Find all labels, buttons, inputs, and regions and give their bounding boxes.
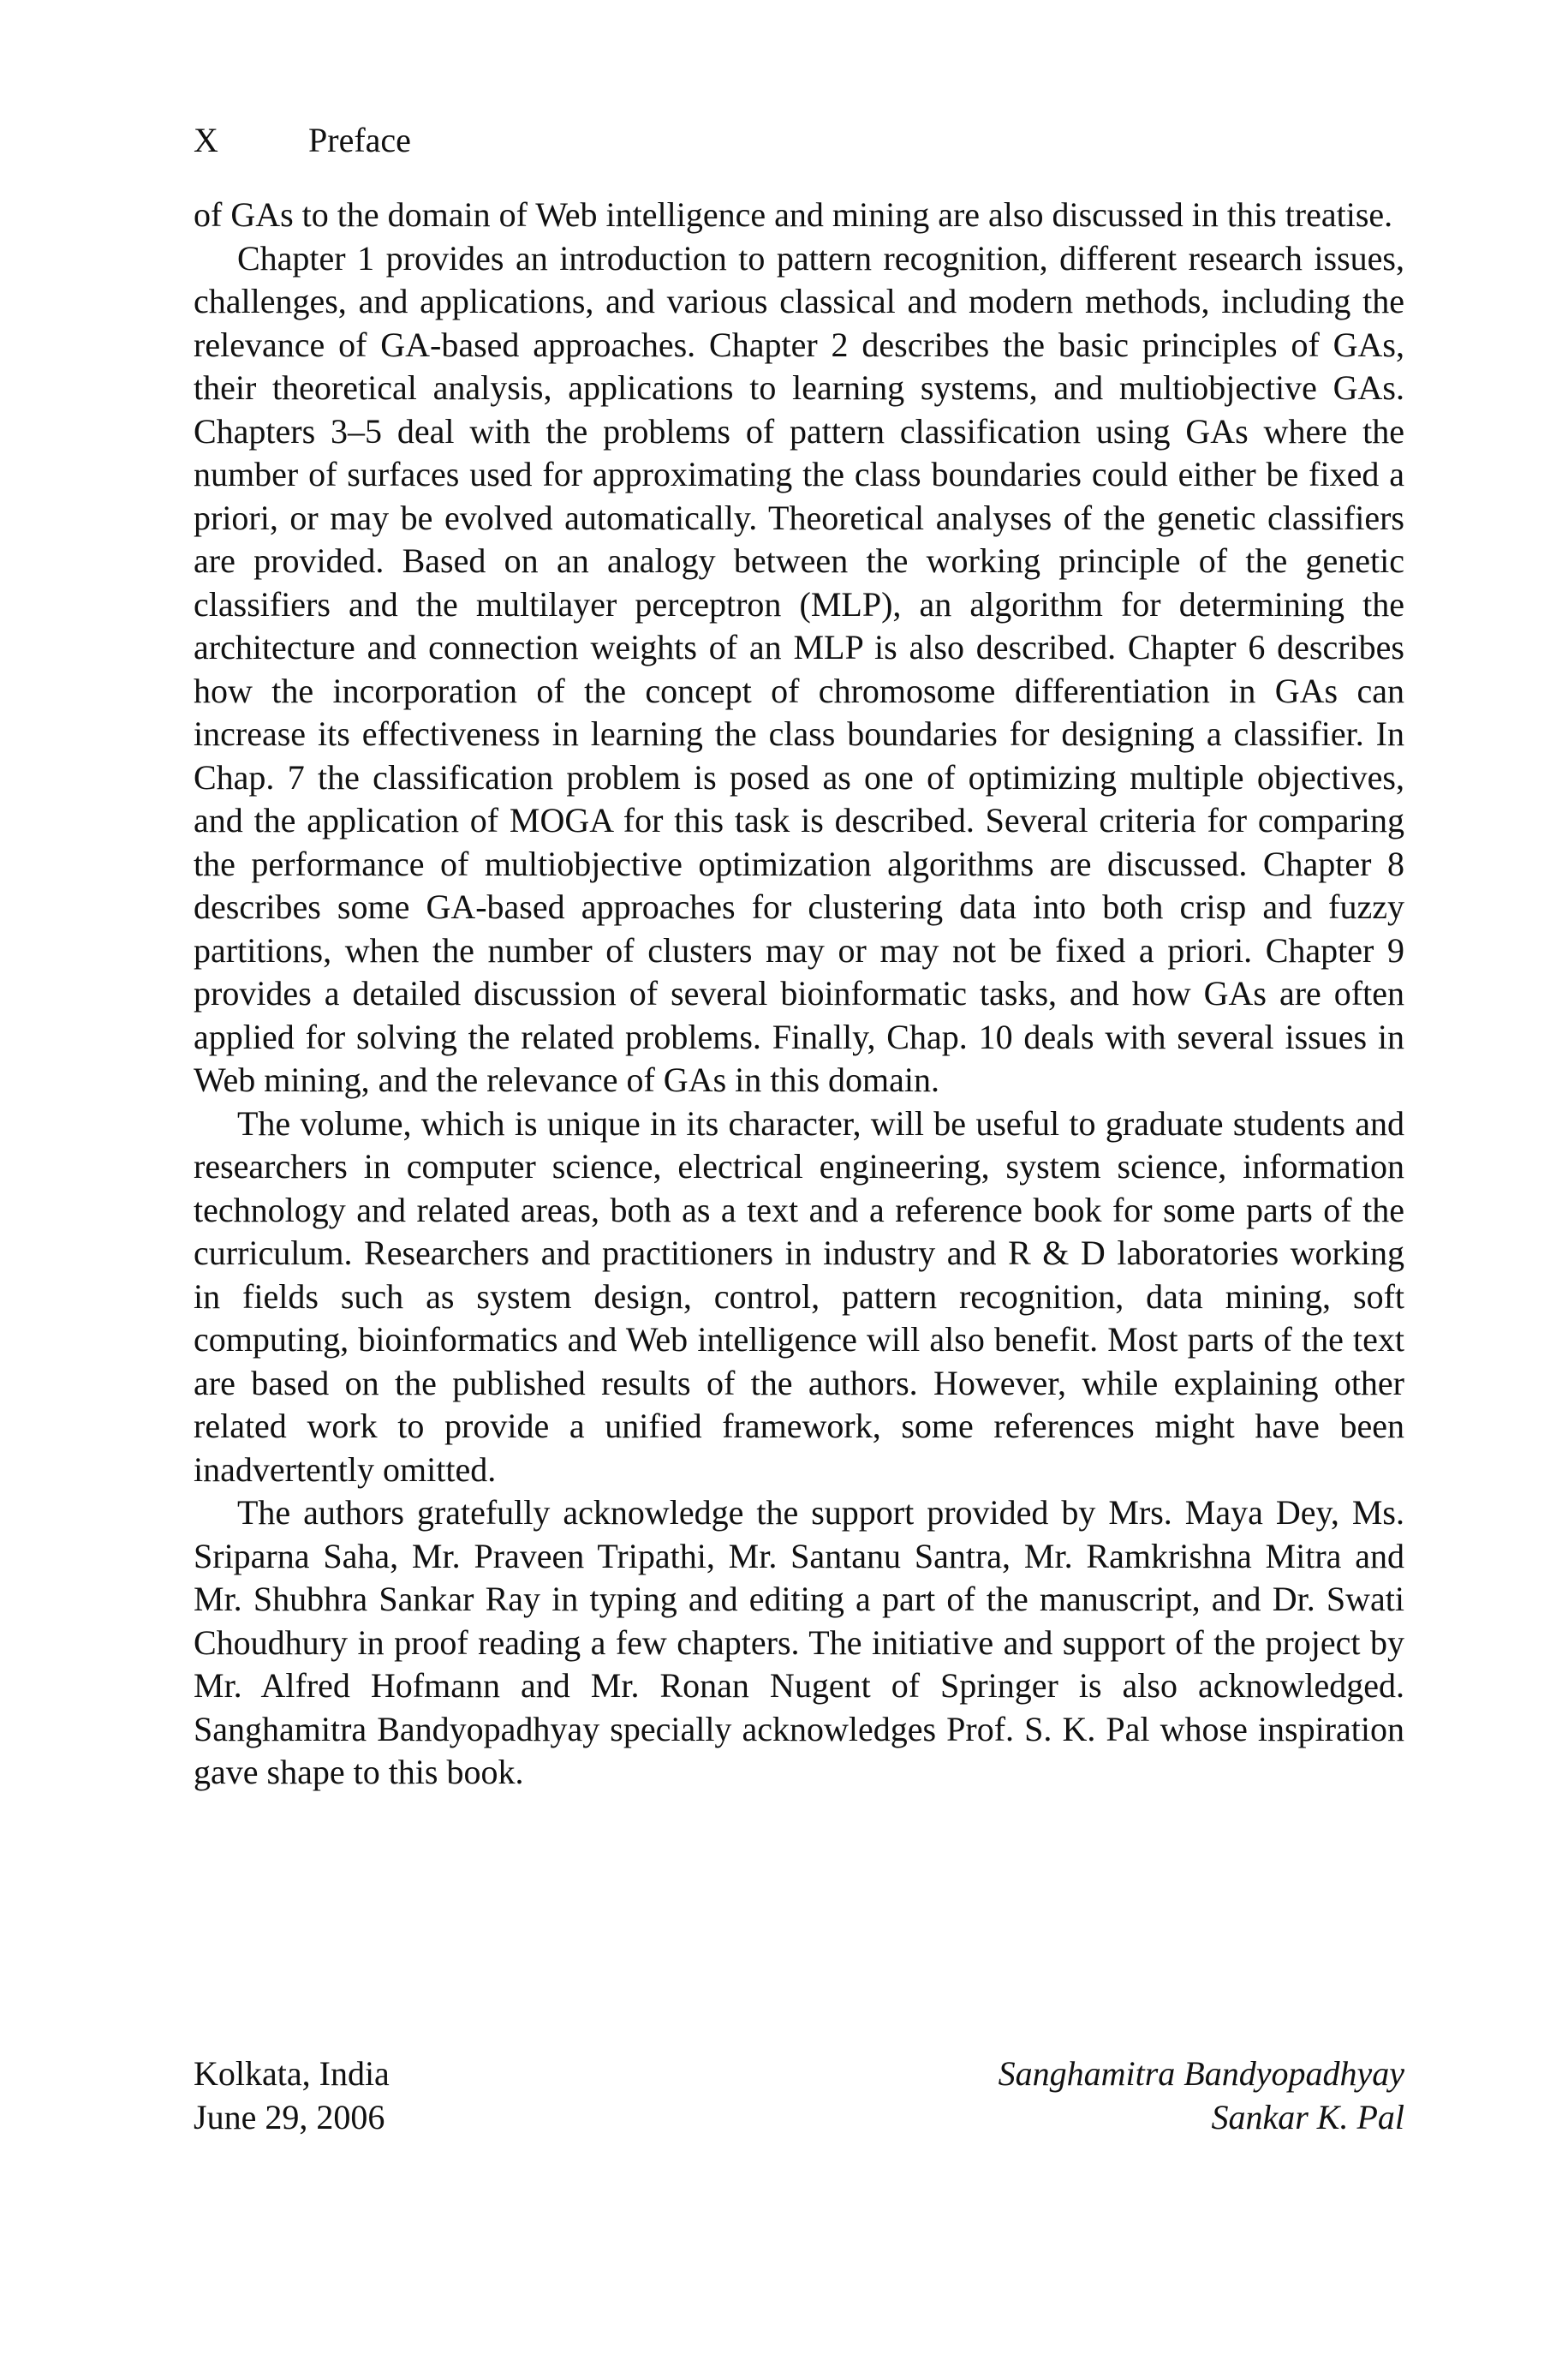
- paragraph-acknowledgements: The authors gratefully acknowledge the support provided by Mrs. Maya Dey, Ms. Sriparna Saha, Mr. Praveen Tripathi, Mr. Santanu Santra, Mr. Ramkrishna Mitra and Mr. Shubhra Sankar Ray in typing and editing a part of the manuscript, and Dr. Swati Choudhury in proof reading a few chapters. The initiative and support of the project by Mr. Alfred Hofmann and Mr. Ronan Nugent of Springer is also acknowledged. Sanghamitra Bandyopadhyay specially acknowledges Prof. S. K. Pal whose inspiration gave shape to this book.: [194, 1493, 1404, 1791]
- page-number: X: [194, 121, 218, 159]
- section-title: Preface: [308, 121, 411, 159]
- signoff-place-date: [194, 2052, 390, 2139]
- signoff-date: June 29, 2006: [194, 2097, 385, 2136]
- paragraph-audience: The volume, which is unique in its character, will be useful to graduate students and researchers in computer science, electrical engineering, system science, information technology and related areas, both as a text and a reference book for some parts of the curriculum. Researchers and practitioners in industry and R & D laboratories working in fields such as system design, control, pattern recognition, data mining, soft computing, bioinformatics and Web intelligence will also benefit. Most parts of the text are based on the published results of the authors. However, while explaining other related work to provide a unified framework, some references might have been inadvertently omitted.: [194, 1103, 1404, 1489]
- author-name: Sanghamitra Bandyopadhyay: [998, 2054, 1404, 2093]
- paragraph-chapter-overview: Chapter 1 provides an introduction to pattern recognition, different research issues, challenges, and applications, and various classical and modern methods, including the relevance of GA-based approaches. Chapter 2 describes the basic principles of GAs, their theoretical analysis, applications to learning systems, and multiobjective GAs. Chapters 3–5 deal with the problems of pattern classification using GAs where the number of surfaces used for approximating the class boundaries could either be fixed a priori, or may be evolved automatically. Theoretical analyses of the genetic classifiers are provided. Based on an analogy between the working principle of the genetic classifiers and the multilayer perceptron (MLP), an algorithm for determining the architecture and connection weights of an MLP is also described. Chapter 6 describes how the incorporation of the concept of chromosome differentiation in GAs can increase its effectiveness in learning the class boundaries for designing a classifier. In Chap. 7 the classification problem is posed as one of optimizing multiple objectives, and the application of MOGA for this task is described. Several criteria for comparing the performance of multiobjective optimization algorithms are discussed. Chapter 8 describes some GA-based approaches for clustering data into both crisp and fuzzy partitions, when the number of clusters may or may not be fixed a priori. Chapter 9 provides a detailed discussion of several bioinformatic tasks, and how GAs are often applied for solving the related problems. Finally, Chap. 10 deals with several issues in Web mining, and the relevance of GAs in this domain.: [194, 238, 1404, 1099]
- running-head: [194, 120, 411, 161]
- author-name: Sankar K. Pal: [1211, 2097, 1404, 2136]
- paragraph-continuation: of GAs to the domain of Web intelligence and mining are also discussed in this treatise.: [194, 195, 1393, 234]
- signoff-authors: [999, 2052, 1404, 2139]
- signoff-place: Kolkata, India: [194, 2054, 390, 2093]
- preface-body: [194, 194, 1404, 1795]
